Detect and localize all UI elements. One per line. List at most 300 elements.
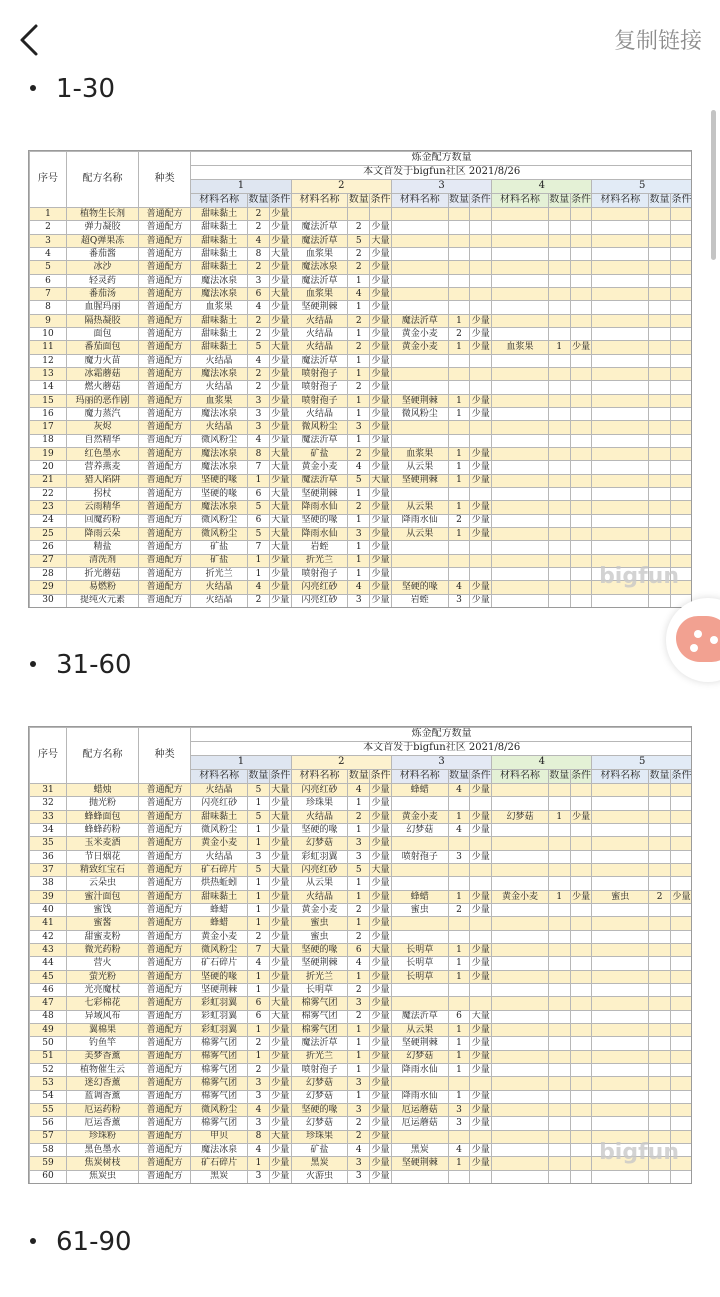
table-cell (649, 1010, 671, 1023)
table-cell: 少量 (572, 891, 591, 902)
table-cell (470, 1130, 492, 1143)
table-cell (470, 434, 492, 447)
table-cell: 普通配方 (139, 943, 191, 956)
table-cell (570, 354, 592, 367)
floating-mascot-button[interactable] (666, 598, 720, 682)
table-cell (570, 1090, 592, 1103)
table-cell: 少量 (371, 382, 390, 393)
table-cell: 36 (30, 850, 67, 863)
table-cell: 1 (448, 1063, 470, 1076)
table-cell (592, 341, 649, 354)
table-cell: 1 (448, 501, 470, 514)
table-cell: 1 (448, 527, 470, 540)
table-cell: 少量 (371, 958, 390, 969)
table-cell: 大量 (271, 811, 290, 822)
table-cell (570, 983, 592, 996)
table-cell: 血浆果 (191, 301, 248, 314)
table-cell (548, 567, 570, 580)
table-cell (670, 810, 692, 823)
table-cell: 翼棉果 (67, 1023, 139, 1036)
table-cell: 1 (248, 917, 270, 930)
table-cell (492, 957, 549, 970)
table-cell: 少量 (271, 1064, 290, 1075)
table-cell (592, 314, 649, 327)
table-cell (492, 1170, 549, 1183)
table-cell (649, 354, 671, 367)
table-cell: 蜜虫 (291, 930, 348, 943)
table-cell: 49 (30, 1023, 67, 1036)
table-cell (492, 1130, 549, 1143)
table-subtitle: 本文首发于bigfun社区 2021/8/26 (191, 742, 692, 756)
table-cell: 少量 (371, 462, 390, 473)
table-cell: 黄金小麦 (391, 810, 448, 823)
table-cell (548, 208, 570, 221)
table-cell: 少量 (271, 422, 290, 433)
table-cell (470, 567, 492, 580)
table-cell (548, 581, 570, 594)
table-cell: 少量 (371, 811, 390, 822)
table-cell: 少量 (271, 382, 290, 393)
table-cell (670, 274, 692, 287)
table-cell (570, 407, 592, 420)
table-cell: 少量 (371, 918, 390, 929)
table-cell (592, 1077, 649, 1090)
table-cell: 2 (348, 221, 370, 234)
table-cell: 1 (248, 877, 270, 890)
table-row (30, 274, 693, 287)
table-cell (492, 863, 549, 876)
table-cell (548, 1090, 570, 1103)
table-cell: 普通配方 (139, 1050, 191, 1063)
bullet-dot (30, 1238, 36, 1244)
table-cell (492, 943, 549, 956)
table-cell (649, 850, 671, 863)
table-cell (448, 1170, 470, 1183)
table-cell: 1 (348, 823, 370, 836)
table-cell (492, 394, 549, 407)
table-cell: 黄金小麦 (391, 341, 448, 354)
table-cell (670, 514, 692, 527)
table-cell: 1 (348, 1063, 370, 1076)
scrollbar[interactable] (711, 110, 716, 260)
table-cell (492, 421, 549, 434)
table-cell: 4 (348, 581, 370, 594)
table-cell (492, 917, 549, 930)
material-subcolumn-header: 数量 (548, 194, 570, 208)
table-cell (592, 474, 649, 487)
table-cell (548, 554, 570, 567)
table-cell (670, 501, 692, 514)
table-cell (391, 208, 448, 221)
table-cell (548, 957, 570, 970)
table-cell: 火结晶 (291, 407, 348, 420)
table-cell (670, 381, 692, 394)
table-cell (348, 208, 370, 221)
table-cell: 燃火蘑菇 (67, 381, 139, 394)
table-cell: 少量 (471, 971, 490, 982)
table-cell (448, 247, 470, 260)
table-cell: 3 (448, 850, 470, 863)
table-cell (649, 381, 671, 394)
table-cell (470, 367, 492, 380)
table-cell: 甜味黏土 (191, 234, 248, 247)
table-cell (592, 487, 649, 500)
table-row (30, 1090, 693, 1103)
table-cell: 少量 (371, 275, 390, 286)
table-cell: 22 (30, 487, 67, 500)
header-row (30, 152, 693, 166)
material-group-header: 5 (592, 756, 692, 770)
table-cell: 火结晶 (291, 890, 348, 903)
table-cell: 少量 (371, 851, 390, 862)
table-cell: 少量 (670, 890, 692, 903)
table-cell (492, 274, 549, 287)
table-cell (570, 301, 592, 314)
table-cell (592, 1170, 649, 1183)
table-cell: 少量 (471, 1038, 490, 1049)
table-cell: 6 (248, 1010, 270, 1023)
table-cell: 蜂蜂面包 (67, 810, 139, 823)
table-cell: 3 (348, 1170, 370, 1183)
table-cell (670, 314, 692, 327)
table-cell: 7 (30, 287, 67, 300)
table-cell: 3 (248, 1117, 270, 1130)
table-cell: 大量 (271, 515, 290, 526)
table-cell: 2 (248, 1037, 270, 1050)
table-cell: 少量 (271, 222, 290, 233)
table-cell (570, 1050, 592, 1063)
table-cell: 微风粉尘 (191, 1103, 248, 1116)
table-cell: 少量 (371, 568, 390, 579)
table-cell: 番茄汤 (67, 287, 139, 300)
table-cell (649, 903, 671, 916)
table-cell: 17 (30, 421, 67, 434)
table-cell: 3 (348, 997, 370, 1010)
table-cell (548, 877, 570, 890)
table-cell: 53 (30, 1077, 67, 1090)
table-cell: 玉米麦酒 (67, 837, 139, 850)
table-cell: 长明草 (291, 983, 348, 996)
table-row (30, 261, 693, 274)
table-cell (570, 461, 592, 474)
table-cell (649, 434, 671, 447)
table-cell: 少量 (371, 784, 390, 795)
table-cell (470, 487, 492, 500)
table-cell: 大量 (271, 1131, 290, 1142)
table-cell (492, 930, 549, 943)
table-cell: 1 (348, 407, 370, 420)
table-cell (592, 983, 649, 996)
recipe-table-image (28, 150, 692, 608)
table-cell: 少量 (371, 878, 390, 889)
table-cell: 少量 (471, 851, 490, 862)
table-cell (570, 314, 592, 327)
table-cell (391, 367, 448, 380)
table-cell: 普通配方 (139, 274, 191, 287)
table-row (30, 381, 693, 394)
table-cell: 大量 (271, 944, 290, 955)
table-cell (391, 877, 448, 890)
table-cell: 少量 (471, 904, 490, 915)
table-cell (470, 930, 492, 943)
table-cell (670, 943, 692, 956)
table-cell (391, 421, 448, 434)
table-cell (470, 863, 492, 876)
table-cell: 少量 (371, 488, 390, 499)
table-cell: 魔力蒸汽 (67, 407, 139, 420)
table-cell (492, 367, 549, 380)
table-cell: 15 (30, 394, 67, 407)
table-cell: 蜂蜡 (391, 890, 448, 903)
material-subcolumn-header: 材料名称 (391, 194, 448, 208)
table-cell: 普通配方 (139, 850, 191, 863)
table-cell: 大量 (471, 1011, 490, 1022)
table-cell: 微风粉尘 (191, 434, 248, 447)
table-cell (649, 810, 671, 823)
watermark-logo: bigfun (599, 1140, 679, 1165)
table-cell: 魔法沂草 (291, 434, 348, 447)
table-cell (448, 541, 470, 554)
table-cell (592, 527, 649, 540)
table-cell: 21 (30, 474, 67, 487)
table-cell: 黄金小麦 (291, 903, 348, 916)
table-cell (592, 1117, 649, 1130)
table-cell (649, 1170, 671, 1183)
table-cell: 少量 (271, 1144, 290, 1155)
table-cell: 普通配方 (139, 394, 191, 407)
table-cell: 3 (348, 594, 370, 607)
table-cell: 少量 (371, 262, 390, 273)
table-cell: 大量 (271, 462, 290, 473)
table-cell: 甜味黏土 (191, 208, 248, 221)
table-cell: 厄运蘑菇 (391, 1103, 448, 1116)
table-cell: 植物催生云 (67, 1063, 139, 1076)
table-cell: 少量 (371, 368, 390, 379)
table-cell (592, 407, 649, 420)
table-cell: 幻梦菇 (492, 810, 549, 823)
table-cell (592, 930, 649, 943)
material-subcolumn-header: 材料名称 (191, 194, 248, 208)
section-heading (30, 650, 132, 680)
table-row (30, 917, 693, 930)
table-cell: 1 (448, 1157, 470, 1170)
table-cell (592, 917, 649, 930)
table-cell: 坚硬荆棘 (191, 983, 248, 996)
table-cell: 少量 (471, 528, 490, 539)
table-cell: 4 (448, 784, 470, 797)
table-cell: 1 (248, 554, 270, 567)
table-cell: 7 (248, 461, 270, 474)
table-cell: 坚硬的喙 (291, 943, 348, 956)
table-cell (670, 1090, 692, 1103)
table-cell: 喷射孢子 (291, 1063, 348, 1076)
table-cell (670, 341, 692, 354)
back-button[interactable] (12, 20, 52, 60)
table-cell (391, 1130, 448, 1143)
table-cell: 大量 (271, 448, 290, 459)
table-cell (448, 301, 470, 314)
table-cell: 少量 (271, 798, 290, 809)
table-cell: 闪亮红砂 (291, 784, 348, 797)
table-cell: 4 (248, 234, 270, 247)
table-cell (492, 837, 549, 850)
table-cell: 普通配方 (139, 1010, 191, 1023)
table-cell (592, 943, 649, 956)
table-cell: 31 (30, 784, 67, 797)
table-cell: 1 (248, 983, 270, 996)
table-cell (391, 261, 448, 274)
table-cell: 少量 (271, 328, 290, 339)
table-cell: 1 (348, 1037, 370, 1050)
bullet-dot (30, 661, 36, 667)
table-cell: 少量 (271, 918, 290, 929)
table-cell: 魔法冰泉 (191, 274, 248, 287)
table-cell: 普通配方 (139, 567, 191, 580)
table-cell: 少量 (371, 1064, 390, 1075)
column-header-name: 配方名称 (67, 152, 139, 208)
table-cell (570, 930, 592, 943)
table-cell: 烘热蚯蚓 (191, 877, 248, 890)
table-cell: 少量 (271, 878, 290, 889)
table-cell (570, 1063, 592, 1076)
table-cell: 少量 (271, 1158, 290, 1169)
material-subcolumn-header: 条件 (269, 194, 291, 208)
material-subcolumn-header: 数量 (649, 194, 671, 208)
table-cell (670, 930, 692, 943)
table-cell: 少量 (371, 222, 390, 233)
table-cell: 33 (30, 810, 67, 823)
table-cell (649, 474, 671, 487)
table-cell: 魔法冰泉 (191, 501, 248, 514)
table-cell: 长明草 (391, 970, 448, 983)
table-cell: 少量 (271, 408, 290, 419)
table-cell: 普通配方 (139, 287, 191, 300)
material-subcolumn-header: 数量 (248, 194, 270, 208)
table-cell (391, 381, 448, 394)
table-cell: 矿盐 (191, 554, 248, 567)
table-cell (649, 1117, 671, 1130)
table-cell: 少量 (371, 528, 390, 539)
table-cell (649, 287, 671, 300)
table-row (30, 314, 693, 327)
table-cell: 普通配方 (139, 1170, 191, 1183)
table-cell (548, 1050, 570, 1063)
table-cell: 3 (248, 850, 270, 863)
table-cell: 1 (548, 810, 570, 823)
table-cell: 2 (348, 501, 370, 514)
table-cell (649, 1023, 671, 1036)
table-cell: 大量 (271, 488, 290, 499)
table-cell: 棉雾气团 (291, 1010, 348, 1023)
table-cell (448, 221, 470, 234)
table-cell (470, 287, 492, 300)
table-cell: 普通配方 (139, 1063, 191, 1076)
material-subcolumn-header: 材料名称 (191, 770, 248, 784)
table-cell: 红色墨水 (67, 447, 139, 460)
material-subcolumn-header: 数量 (348, 194, 370, 208)
table-cell: 59 (30, 1157, 67, 1170)
table-cell: 普通配方 (139, 234, 191, 247)
table-cell: 10 (30, 327, 67, 340)
table-cell (448, 487, 470, 500)
table-cell (391, 554, 448, 567)
table-cell (670, 221, 692, 234)
table-cell (570, 581, 592, 594)
table-cell (492, 1010, 549, 1023)
table-cell: 少量 (271, 395, 290, 406)
table-cell: 魔法沂草 (391, 314, 448, 327)
table-cell: 28 (30, 567, 67, 580)
table-cell: 1 (448, 890, 470, 903)
table-cell: 折光蘑菇 (67, 567, 139, 580)
table-cell: 普通配方 (139, 1077, 191, 1090)
table-cell: 面包 (67, 327, 139, 340)
table-cell: 幻梦菇 (291, 1117, 348, 1130)
table-cell: 从云果 (391, 501, 448, 514)
table-cell (570, 997, 592, 1010)
table-cell (649, 943, 671, 956)
table-cell: 1 (348, 970, 370, 983)
table-cell: 少量 (471, 475, 490, 486)
table-cell: 少量 (271, 235, 290, 246)
table-cell: 少量 (371, 1131, 390, 1142)
table-cell (592, 234, 649, 247)
table-cell (548, 394, 570, 407)
table-cell (391, 221, 448, 234)
table-cell (592, 810, 649, 823)
table-cell: 魔法沂草 (391, 1010, 448, 1023)
table-cell (670, 1117, 692, 1130)
table-cell: 4 (348, 957, 370, 970)
copy-link-button[interactable]: 复制链接 (613, 29, 702, 54)
table-cell: 2 (348, 1117, 370, 1130)
table-cell: 大量 (271, 288, 290, 299)
table-row (30, 234, 693, 247)
table-cell: 黑炭 (391, 1143, 448, 1156)
table-cell (649, 837, 671, 850)
table-cell: 少量 (471, 1064, 490, 1075)
table-cell: 降雨水仙 (391, 1063, 448, 1076)
table-cell (391, 797, 448, 810)
table-cell (670, 784, 692, 797)
table-cell: 彩虹羽翼 (191, 1023, 248, 1036)
table-cell: 48 (30, 1010, 67, 1023)
table-cell (548, 1130, 570, 1143)
table-cell: 3 (348, 850, 370, 863)
table-cell: 血浆果 (391, 447, 448, 460)
table-cell: 少量 (271, 262, 290, 273)
table-cell: 少量 (271, 1171, 290, 1182)
table-cell (492, 234, 549, 247)
table-cell (548, 1103, 570, 1116)
table-cell: 47 (30, 997, 67, 1010)
table-cell (570, 567, 592, 580)
table-cell (649, 1077, 671, 1090)
table-cell: 少量 (271, 971, 290, 982)
table-cell: 44 (30, 957, 67, 970)
table-cell (548, 234, 570, 247)
table-cell (470, 997, 492, 1010)
table-cell (448, 1077, 470, 1090)
table-cell (448, 421, 470, 434)
table-cell: 4 (448, 823, 470, 836)
table-cell (492, 221, 549, 234)
table-row (30, 970, 693, 983)
table-cell (649, 1103, 671, 1116)
table-cell: 岩蛭 (291, 541, 348, 554)
table-cell: 52 (30, 1063, 67, 1076)
table-cell (670, 850, 692, 863)
